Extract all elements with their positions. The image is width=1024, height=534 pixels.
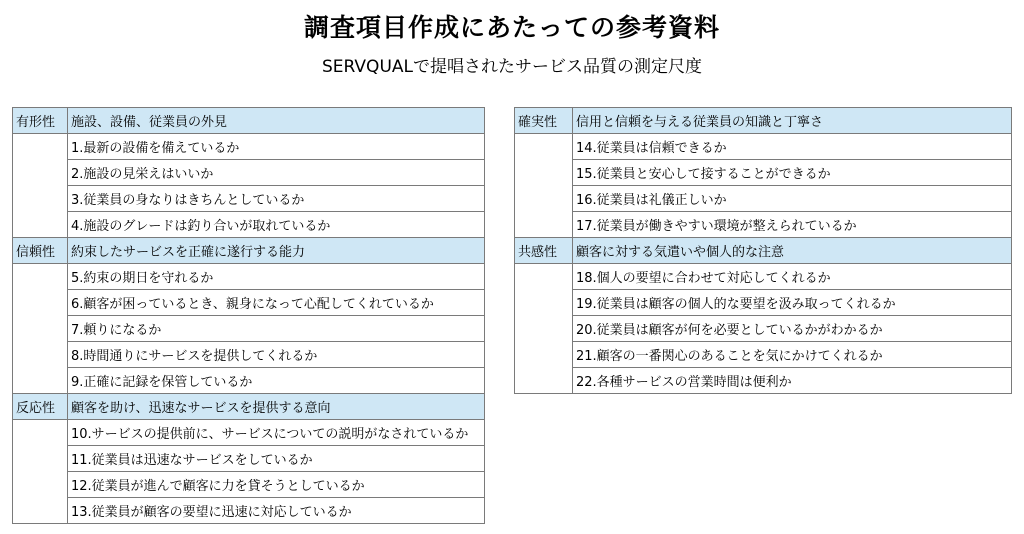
item-text: 15.従業員と安心して接することができるか — [573, 160, 1012, 186]
item-row — [515, 134, 1012, 160]
page-title: 調査項目作成にあたっての参考資料 — [303, 13, 720, 42]
item-text: 8.時間通りにサービスを提供してくれるか — [68, 342, 485, 368]
dimension-category: 有形性 — [13, 108, 68, 134]
item-text: 3.従業員の身なりはきちんとしているか — [68, 186, 485, 212]
item-text: 13.従業員が顧客の要望に迅速に対応しているか — [68, 498, 485, 524]
item-row — [515, 264, 1012, 290]
item-row — [515, 212, 1012, 238]
item-text: 5.約束の期日を守れるか — [68, 264, 485, 290]
item-text: 22.各種サービスの営業時間は便利か — [573, 368, 1012, 394]
item-row — [13, 472, 485, 498]
item-text: 19.従業員は顧客の個人的な要望を汲み取ってくれるか — [573, 290, 1012, 316]
item-row — [515, 342, 1012, 368]
item-text: 6.顧客が困っているとき、親身になって心配してくれているか — [68, 290, 485, 316]
item-text: 16.従業員は礼儀正しいか — [573, 186, 1012, 212]
item-row — [515, 316, 1012, 342]
item-text: 20.従業員は顧客が何を必要としているかがわかるか — [573, 316, 1012, 342]
left-dimension-table — [12, 107, 485, 524]
item-row — [13, 160, 485, 186]
dimension-description: 信用と信頼を与える従業員の知識と丁寧さ — [573, 108, 1012, 134]
dimension-category: 反応性 — [13, 394, 68, 420]
item-text: 10.サービスの提供前に、サービスについての説明がなされているか — [68, 420, 485, 446]
item-row — [13, 342, 485, 368]
item-row — [13, 498, 485, 524]
item-row — [13, 290, 485, 316]
dimension-header-row — [13, 394, 485, 420]
dimension-header-row — [13, 238, 485, 264]
item-row — [13, 316, 485, 342]
category-spacer-cell — [515, 264, 573, 394]
dimension-description: 顧客を助け、迅速なサービスを提供する意向 — [68, 394, 485, 420]
dimension-category: 共感性 — [515, 238, 573, 264]
right-dimension-table — [514, 107, 1012, 394]
item-text: 1.最新の設備を備えているか — [68, 134, 485, 160]
item-row — [13, 212, 485, 238]
category-spacer-cell — [515, 134, 573, 238]
item-text: 12.従業員が進んで顧客に力を貸そうとしているか — [68, 472, 485, 498]
category-spacer-cell — [13, 264, 68, 394]
dimension-header-row — [515, 238, 1012, 264]
item-row — [515, 160, 1012, 186]
left-table-body — [13, 108, 485, 524]
item-row — [515, 186, 1012, 212]
right-table-body — [515, 108, 1012, 394]
dimension-header-row — [515, 108, 1012, 134]
dimension-category: 信頼性 — [13, 238, 68, 264]
item-row — [13, 446, 485, 472]
item-text: 11.従業員は迅速なサービスをしているか — [68, 446, 485, 472]
item-text: 9.正確に記録を保管しているか — [68, 368, 485, 394]
item-row — [13, 134, 485, 160]
category-spacer-cell — [13, 134, 68, 238]
item-row — [13, 186, 485, 212]
item-row — [13, 264, 485, 290]
item-text: 7.頼りになるか — [68, 316, 485, 342]
item-row — [515, 290, 1012, 316]
dimension-header-row — [13, 108, 485, 134]
dimension-description: 施設、設備、従業員の外見 — [68, 108, 485, 134]
item-row — [515, 368, 1012, 394]
dimension-description: 顧客に対する気遣いや個人的な注意 — [573, 238, 1012, 264]
dimension-category: 確実性 — [515, 108, 573, 134]
item-text: 14.従業員は信頼できるか — [573, 134, 1012, 160]
category-spacer-cell — [13, 420, 68, 524]
item-row — [13, 420, 485, 446]
item-text: 18.個人の要望に合わせて対応してくれるか — [573, 264, 1012, 290]
item-text: 17.従業員が働きやすい環境が整えられているか — [573, 212, 1012, 238]
dimension-description: 約束したサービスを正確に遂行する能力 — [68, 238, 485, 264]
item-text: 21.顧客の一番関心のあることを気にかけてくれるか — [573, 342, 1012, 368]
item-text: 4.施設のグレードは釣り合いが取れているか — [68, 212, 485, 238]
item-row — [13, 368, 485, 394]
page-subtitle: SERVQUALで提唱されたサービス品質の測定尺度 — [322, 57, 702, 77]
item-text: 2.施設の見栄えはいいか — [68, 160, 485, 186]
